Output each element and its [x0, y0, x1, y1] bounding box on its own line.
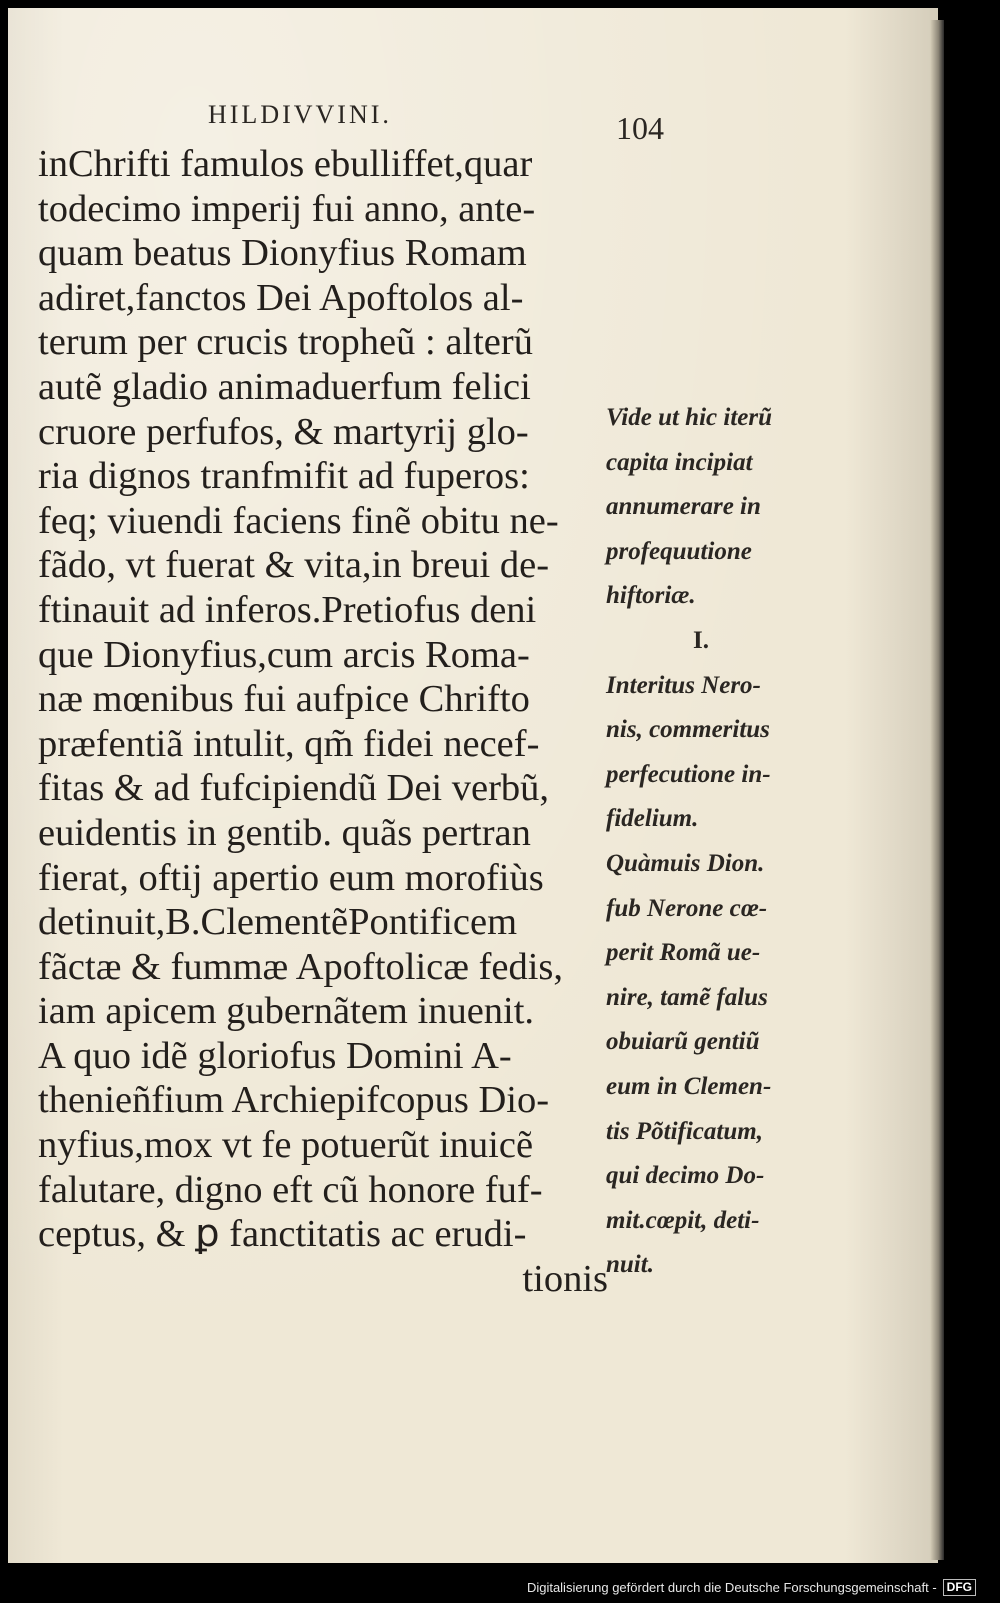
body-line: ceptus, & ꝑ fanctitatis ac erudi-: [38, 1213, 527, 1256]
body-line: nyfius,mox vt fe potuerũt inuicẽ: [38, 1124, 534, 1167]
margin-note-line: perfecutione in-: [606, 760, 771, 788]
body-line: ria dignos tranfmifit ad fuperos:: [38, 455, 530, 498]
margin-note-line: annumerare in: [606, 493, 761, 521]
body-line: todecimo imperij fui anno, ante-: [38, 187, 536, 230]
body-line: adiret,fanctos Dei Apoftolos al-: [38, 276, 524, 319]
body-line: inChrifti famulos ebulliffet,quar: [38, 143, 533, 185]
margin-note-line: eum in Clemen-: [606, 1072, 772, 1100]
margin-note-line: Interitus Nero-: [606, 671, 761, 699]
body-line: iam apicem gubernãtem inuenit.: [38, 990, 535, 1033]
body-line: næ mœnibus fui aufpice Chrifto: [38, 678, 530, 721]
margin-note-line: capita incipiat: [606, 448, 753, 476]
running-head: HILDIVVINI.: [208, 100, 392, 129]
margin-note-line: fidelium.: [606, 805, 699, 833]
margin-note-line: hiftoriæ.: [606, 582, 696, 610]
body-line: falutare, digno eft cũ honore fuf-: [38, 1168, 543, 1211]
funding-credit: Digitalisierung gefördert durch die Deutsche Forschungsgemeinschaft -: [526, 1580, 937, 1595]
body-line: præfentiã intulit, qm̃ fidei necef-: [38, 722, 540, 765]
body-line: autẽ gladio animaduerfum felici: [38, 365, 531, 408]
margin-note-line: obuiarũ gentiũ: [606, 1028, 760, 1056]
body-line: euidentis in gentib. quãs pertran: [38, 811, 531, 854]
body-line: fitas & ad fufcipiendũ Dei verbũ,: [38, 767, 550, 810]
body-line: fãctæ & fummæ Apoftolicæ fedis,: [38, 945, 564, 988]
body-line: fãdo, vt fuerat & vita,in breui de-: [38, 544, 550, 587]
body-line: que Dionyfius,cum arcis Roma-: [38, 633, 530, 676]
margin-note-line: qui decimo Do-: [606, 1162, 765, 1190]
digitization-footer: [0, 1572, 1000, 1603]
margin-note-line: tis Põtificatum,: [606, 1117, 763, 1145]
body-line: cruore perfufos, & martyrij glo-: [38, 410, 529, 453]
body-line: terum per crucis tropheũ : alterũ: [38, 321, 533, 364]
page-number: 104: [616, 110, 664, 146]
page-edge-shadow: [930, 20, 944, 1560]
margin-note-line: Quàmuis Dion.: [606, 849, 765, 877]
margin-note-line: fub Nerone cœ-: [606, 894, 768, 922]
catchword: tionis: [522, 1257, 608, 1300]
book-page: [8, 8, 938, 1563]
margin-note-line: Vide ut hic iterũ: [606, 404, 773, 431]
body-line: detinuit,B.ClementẽPontificem: [38, 901, 518, 944]
body-line: A quo idẽ gloriofus Domini A-: [38, 1034, 512, 1077]
body-line: feq; viuendi faciens finẽ obitu ne-: [38, 499, 559, 542]
margin-note-line: nire, tamẽ falus: [606, 983, 768, 1011]
body-line: thenieñfium Archiepifcopus Dio-: [38, 1079, 550, 1122]
margin-note-line: mit.cœpit, deti-: [606, 1206, 760, 1234]
margin-note-line: nis, commeritus: [606, 716, 770, 744]
body-line: quam beatus Dionyfius Romam: [38, 232, 527, 275]
margin-note-line: nuit.: [606, 1251, 654, 1279]
body-line: ftinauit ad inferos.Pretiofus deni: [38, 588, 537, 631]
margin-note-line: perit Romã ue-: [606, 939, 761, 967]
body-line: fierat, oftij apertio eum morofiùs: [38, 856, 544, 899]
margin-note-line: profequutione: [606, 537, 752, 565]
body-text: [38, 142, 608, 1301]
chapter-numeral: I.: [693, 626, 709, 654]
marginal-notes: [606, 396, 826, 1288]
dfg-logo: DFG: [943, 1579, 976, 1596]
